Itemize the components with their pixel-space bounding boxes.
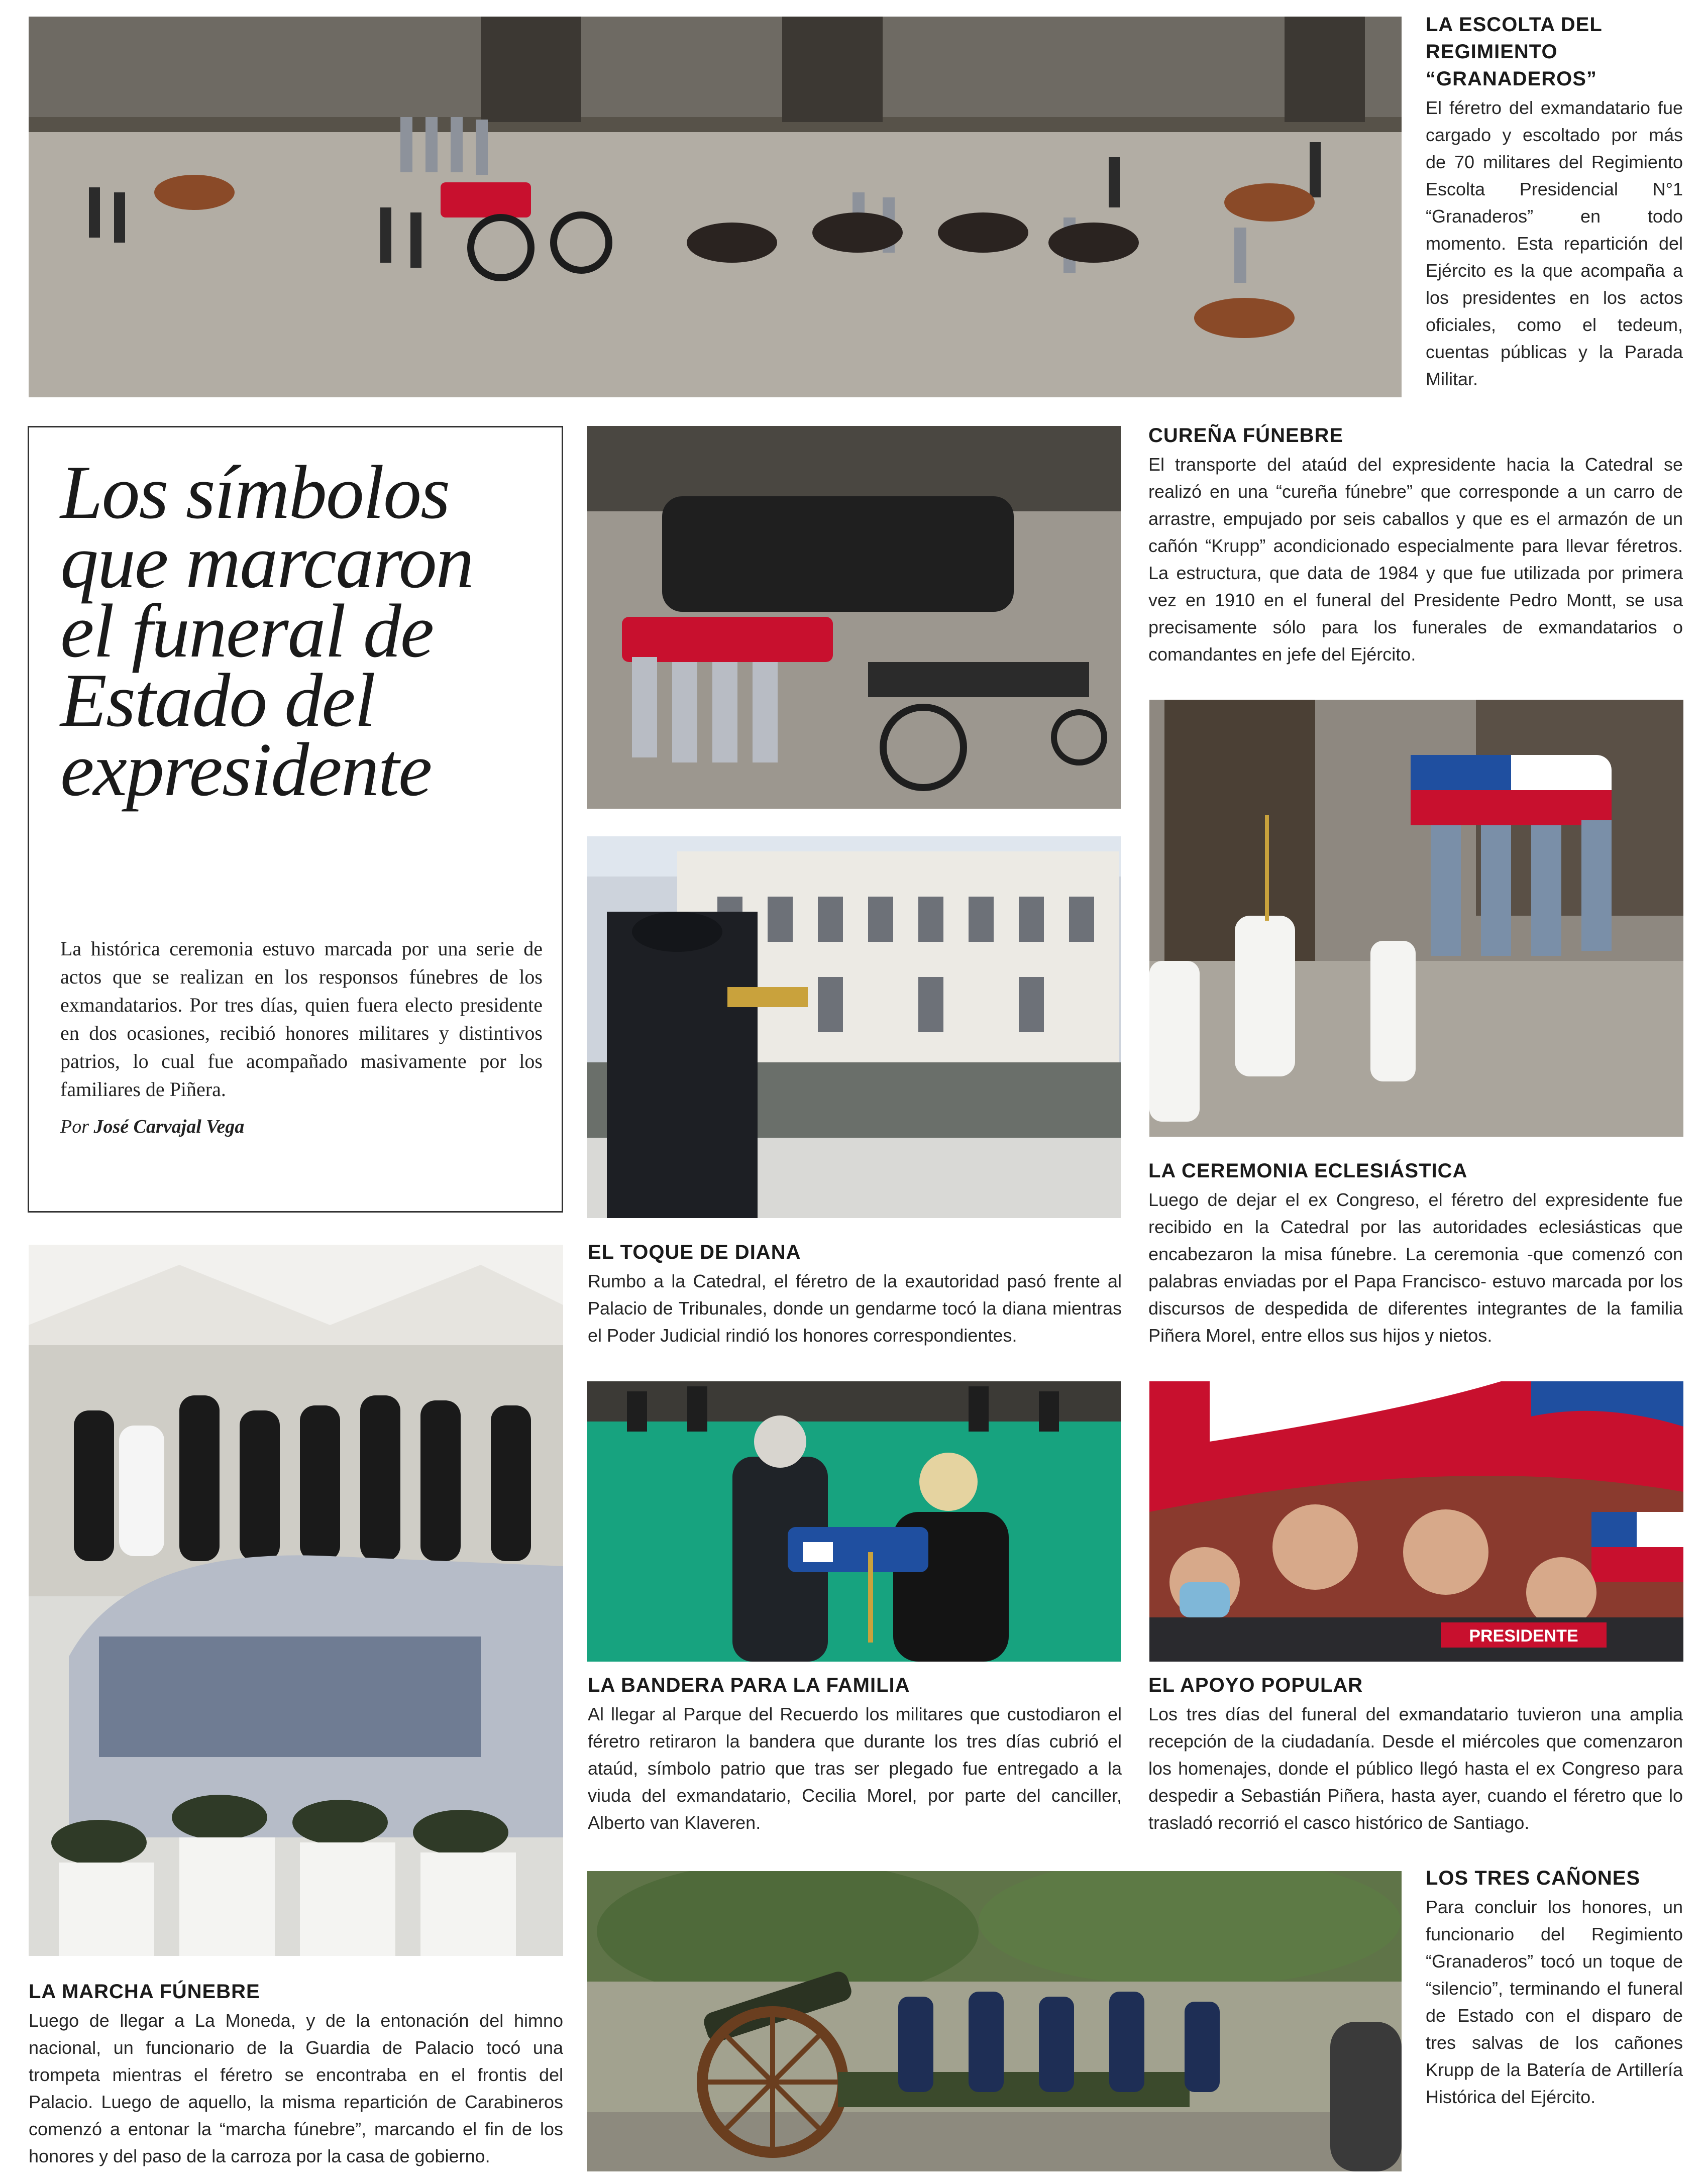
byline-author: José Carvajal Vega bbox=[93, 1116, 245, 1137]
photo-banner-text: PRESIDENTE bbox=[1469, 1626, 1578, 1646]
section-curena-body: El transporte del ataúd del expresidente hacia la Catedral se realizó en una “cureña fúnebre” que corresponde a un carro de arrastre, empujado por seis caballos y que es el armazón de un cañón “Krupp” acondicionado especialmente para llevar féretros. La estructura, que data de 1984 y que fue utilizada por primera vez en 1910 en el funeral del Presidente Pedro Montt, se usa precisamente sólo para los funerales de exmandatarios o comandantes en jefe del Ejército. bbox=[1148, 454, 1683, 665]
section-apoyo-heading: EL APOYO POPULAR bbox=[1148, 1674, 1363, 1696]
section-escolta-body: El féretro del exmandatario fue cargado y escoltado por más de 70 militares del Regimiento Escolta Presidencial N°1 “Granaderos” en todo momento. Esta repartición del Ejército es la que acompaña a los presidentes en los actos oficiales, como el tedeum, cuentas públicas y la Parada Militar. bbox=[1426, 97, 1683, 389]
section-canones-heading: LOS TRES CAÑONES bbox=[1426, 1867, 1641, 1889]
photo-bandera-familia bbox=[587, 1381, 1121, 1662]
section-ceremonia-heading: LA CEREMONIA ECLESIÁSTICA bbox=[1148, 1160, 1468, 1182]
photo-curena-funebre bbox=[587, 426, 1121, 809]
article-intro: La histórica ceremonia estuvo marcada por una serie de actos que se realizan en los responsos fúnebres de los exmandatarios. Por tres días, quien fuera electo presidente en dos ocasiones, recibió honores militares y distintivos patrios, lo cual fue acompañado masivamente por los familiares de Piñera. bbox=[60, 937, 543, 1101]
section-curena-heading: CUREÑA FÚNEBRE bbox=[1148, 424, 1344, 447]
section-bandera-body: Al llegar al Parque del Recuerdo los militares que custodiaron el féretro retiraron la bandera que durante los tres días cubrió el ataúd, símbolo patrio que tras ser plegado fue entregado a la viuda del exmandatario, Cecilia Morel, por parte del canciller, Alberto van Klaveren. bbox=[588, 1704, 1122, 1833]
article-title-box bbox=[28, 426, 563, 1213]
section-escolta-heading: LA ESCOLTA DEL REGIMIENTO “GRANADEROS” bbox=[1426, 14, 1603, 90]
byline-prefix: Por bbox=[60, 1116, 89, 1137]
section-diana-heading: EL TOQUE DE DIANA bbox=[588, 1241, 801, 1263]
section-diana-body: Rumbo a la Catedral, el féretro de la exautoridad pasó frente al Palacio de Tribunales, donde un gendarme tocó la diana mientras el Poder Judicial rindió los honores correspondientes. bbox=[588, 1271, 1122, 1346]
section-apoyo-body: Los tres días del funeral del exmandatario tuvieron una amplia recepción de la ciudadanía. Desde el miércoles que comenzaron los homenajes, donde el público llegó hasta el ex Congreso para despedir a Sebastián Piñera, hasta ayer, cuando el féretro que lo trasladó recorrió el casco histórico de Santiago. bbox=[1148, 1704, 1683, 1833]
photo-apoyo-popular bbox=[1149, 1381, 1683, 1662]
section-curena bbox=[1148, 422, 1683, 668]
photo-toque-de-diana bbox=[587, 836, 1121, 1218]
section-canones-body: Para concluir los honores, un funcionario del Regimiento “Granaderos” tocó un toque de “silencio”, terminando el funeral de Estado con el disparo de tres salvas de los cañones Krupp de la Batería de Artillería Histórica del Ejército. bbox=[1426, 1897, 1683, 2107]
section-escolta bbox=[1426, 11, 1683, 393]
article-byline bbox=[60, 1116, 543, 1138]
photo-tres-canones bbox=[587, 1871, 1402, 2171]
photo-granaderos-escort bbox=[29, 17, 1402, 397]
section-canones bbox=[1426, 1865, 1683, 2111]
section-bandera-heading: LA BANDERA PARA LA FAMILIA bbox=[588, 1674, 910, 1696]
photo-marcha-funebre bbox=[29, 1245, 563, 1956]
section-bandera bbox=[588, 1672, 1122, 1836]
section-marcha bbox=[29, 1978, 563, 2170]
photo-ceremonia-eclesiastica bbox=[1149, 700, 1683, 1137]
section-apoyo bbox=[1148, 1672, 1683, 1836]
section-marcha-heading: LA MARCHA FÚNEBRE bbox=[29, 1981, 260, 2003]
section-ceremonia-body: Luego de dejar el ex Congreso, el féretro del expresidente fue recibido en la Catedral por las autoridades eclesiásticas que encabezaron la misa fúnebre. La ceremonia -que comenzó con palabras enviadas por el Papa Francisco- estuvo marcada por los discursos de despedida de diferentes integrantes de la familia Piñera Morel, entre ellos sus hijos y nietos. bbox=[1148, 1189, 1683, 1346]
article-title: Los símbolos que marcaron el funeral de Estado del expresidente bbox=[60, 450, 473, 812]
section-diana bbox=[588, 1239, 1122, 1349]
section-ceremonia bbox=[1148, 1157, 1683, 1349]
section-marcha-body: Luego de llegar a La Moneda, y de la entonación del himno nacional, un funcionario de la Guardia de Palacio tocó una trompeta mientras el féretro se encontraba en el frontis del Palacio. Luego de aquello, la misma repartición de Carabineros comenzó a entonar la “marcha fúnebre”, marcando el fin de los honores y del paso de la carroza por la casa de gobierno. bbox=[29, 2010, 563, 2166]
